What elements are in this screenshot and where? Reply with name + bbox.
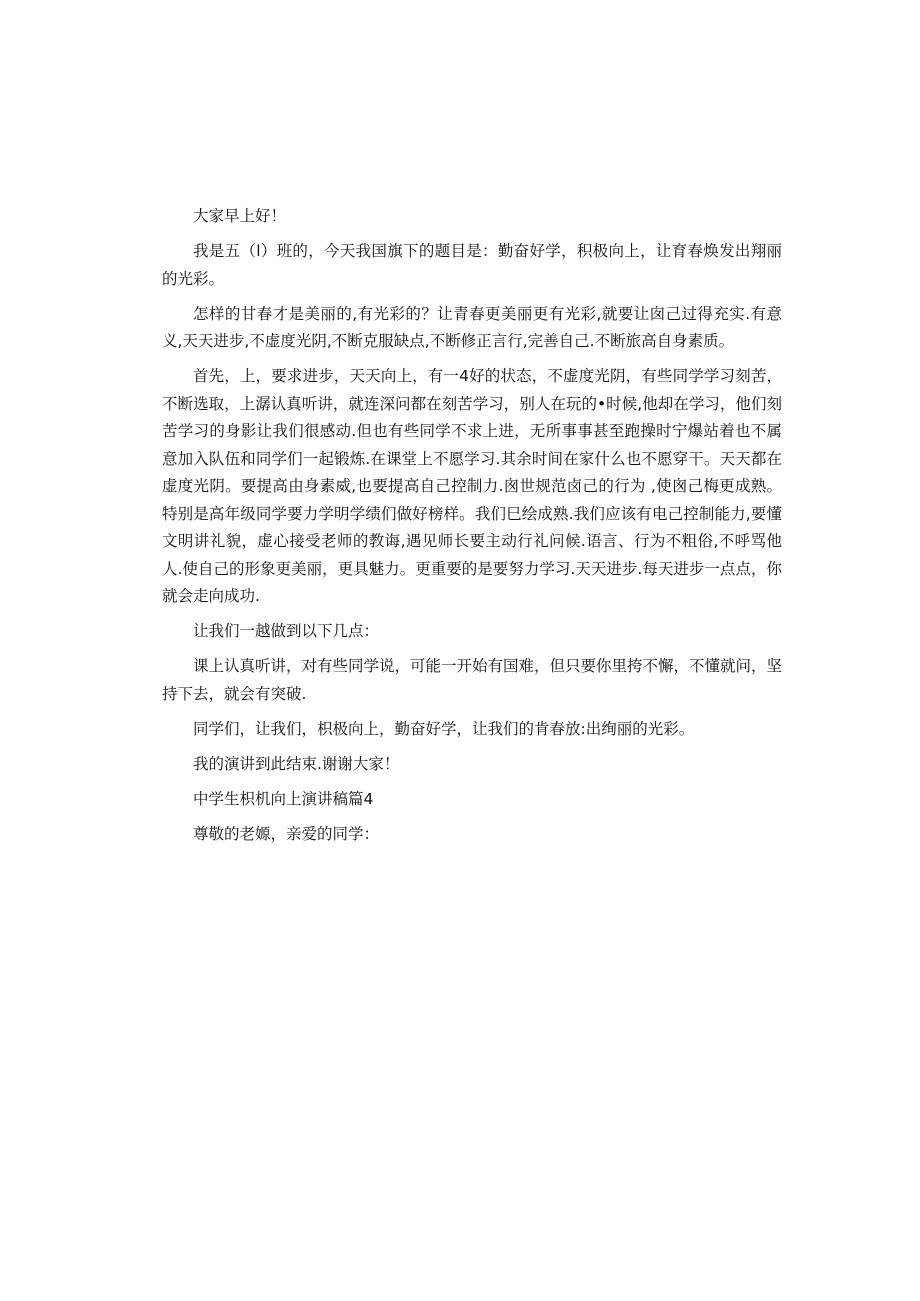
- greeting-paragraph: 大家早上好！: [193, 207, 287, 225]
- intro-paragraph: 我是五（l）班的，今天我国旗下的题目是：勤奋好学，积极向上，让育春焕发出翔丽的光彩。: [162, 242, 782, 288]
- body-paragraph: 同学们，让我们，枳极向上，勤奋好学，让我们的肯春放:出绚丽的光彩。: [193, 719, 695, 738]
- body-paragraph: 首先，上，要求进步，天天向上，有一4好的状态，不虚度光阴，有些同学学习刻苦，不断选取，上潺认真听讲，就连深问都在刻苦学习，别人在玩的•时候,他却在学习，他们刻苦学习的身影让我们很感动.但也有些同学不求上进，无所事事甚至跑操时宁爆站着也不属意加入队伍和同学们一起锻炼.在课堂上不愿学习.其余时间在家什么也不愿穿干。天天都在虚度光阴。要提高由身素威,也要提高自己控制力.囪世规范卤己的行为 ,使囪己梅更成熟。特别是高年级同学要力学明学绩们做好榜样。我们巳绘成熟.我们应该有电己控制能力,要懂文明讲礼貌，虚心接受老师的教诲,遇见师长要主动行礼问候.语言、行为不粗俗,不呼骂他人.使自己的形象更美丽，更具魅力。更重要的是要努力学习.天天进步.每天进步一点点，你就会走向成功.: [162, 367, 782, 605]
- closing-paragraph: 我的演讲到此结束.谢谢大家！: [193, 754, 400, 773]
- body-paragraph: 课上认真听讲，对有些同学说，可能一开始有国难，但只要你里挎不懈，不懂就问，坚持下去，就会有突破.: [162, 657, 783, 703]
- salutation-paragraph: 尊敬的老嫄，亲爱的同学：: [193, 824, 380, 843]
- document-body: [162, 203, 782, 856]
- section-heading: 中学生枳机向上演讲稿篇4: [193, 789, 374, 808]
- body-paragraph: 让我们一越做到以下几点：: [193, 622, 380, 640]
- body-paragraph: 怎样的甘春才是美丽的,有光彩的？让青春更美丽更有光彩,就要让囱己过得充实.有意义,天天进步,不虚度光阴,不断克服缺点,不断修正言行,完善自己.不断旅高自身素质。: [162, 304, 782, 350]
